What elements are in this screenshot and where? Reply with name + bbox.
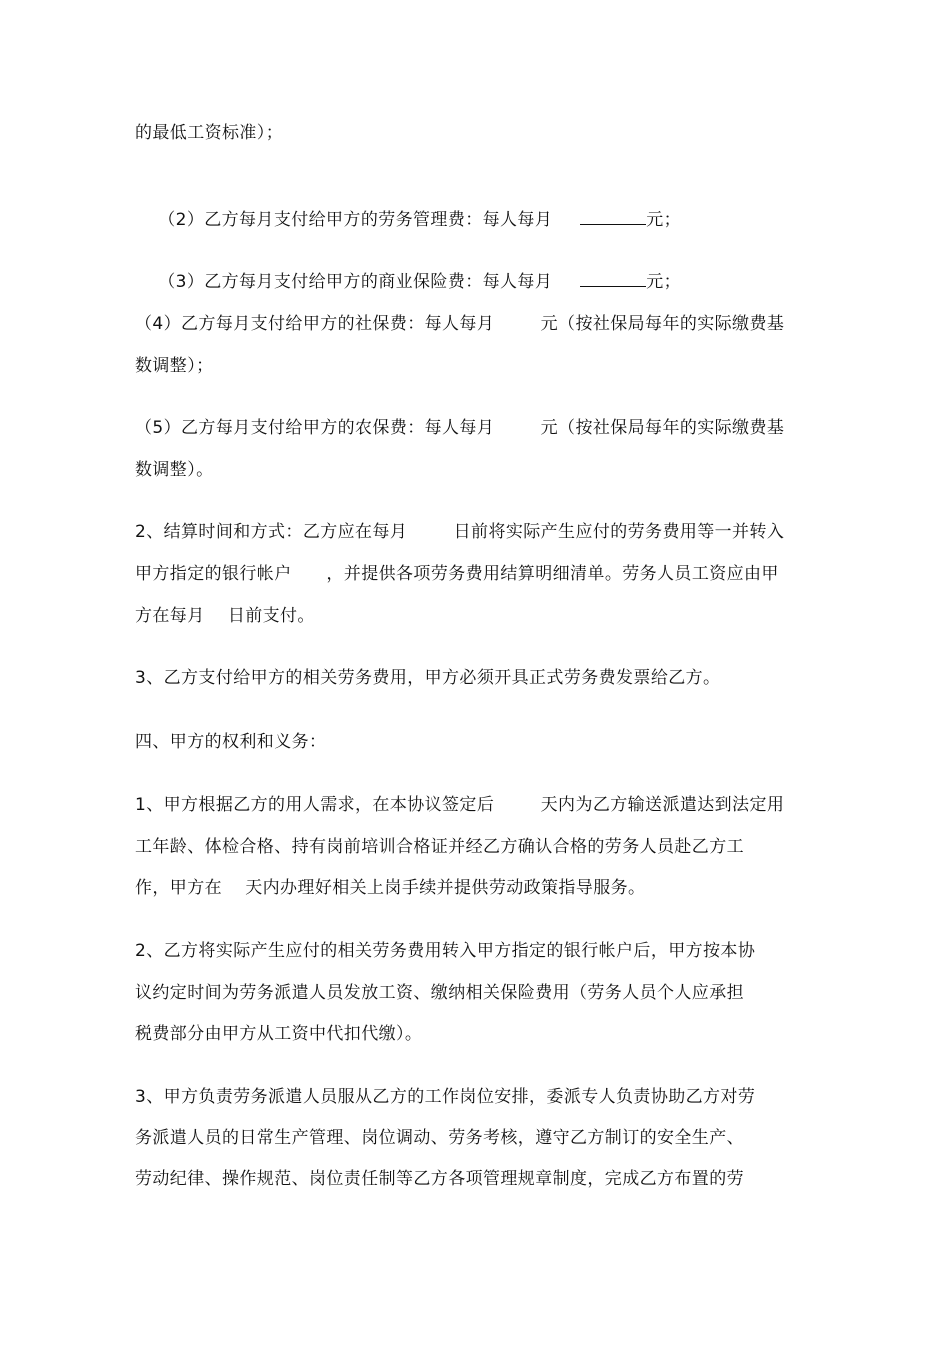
- clause-text: （3）乙方每月支付给甲方的商业保险费：每人每月: [158, 272, 553, 292]
- section-heading: 四、甲方的权利和义务：: [135, 732, 327, 752]
- text-line: 作，甲方在 天内办理好相关上岗手续并提供劳动政策指导服务。: [135, 878, 646, 898]
- text-line: 甲方指定的银行帐户 ，并提供各项劳务费用结算明细清单。劳务人员工资应由甲: [135, 564, 779, 584]
- text-line: 数调整）。: [135, 460, 214, 480]
- text-line: 1、甲方根据乙方的用人需求，在本协议签定后 天内为乙方输送派遣达到法定用: [135, 795, 785, 815]
- text-line: 3、乙方支付给甲方的相关劳务费用，甲方必须开具正式劳务费发票给乙方。: [135, 668, 721, 688]
- text-line: 税费部分由甲方从工资中代扣代缴）。: [135, 1024, 423, 1044]
- text-line: 务派遣人员的日常生产管理、岗位调动、劳务考核，遵守乙方制订的安全生产、: [135, 1128, 744, 1148]
- text-line: 工年龄、体检合格、持有岗前培训合格证并经乙方确认合格的劳务人员赴乙方工: [135, 837, 744, 857]
- text-line: 议约定时间为劳务派遣人员发放工资、缴纳相关保险费用（劳务人员个人应承担: [135, 983, 744, 1003]
- text-line: 方在每月 日前支付。: [135, 606, 315, 626]
- text-line: （4）乙方每月支付给甲方的社保费：每人每月 元（按社保局每年的实际缴费基: [135, 314, 785, 334]
- text-line: 3、甲方负责劳务派遣人员服从乙方的工作岗位安排，委派专人负责协助乙方对劳: [135, 1087, 756, 1107]
- fill-in-blank: [580, 208, 646, 225]
- text-line: 2、乙方将实际产生应付的相关劳务费用转入甲方指定的银行帐户后，甲方按本协: [135, 941, 756, 961]
- text-line: [135, 186, 681, 253]
- text-line: 劳动纪律、操作规范、岗位责任制等乙方各项管理规章制度，完成乙方布置的劳: [135, 1169, 744, 1189]
- unit-text: 元；: [646, 272, 682, 292]
- text-line: （5）乙方每月支付给甲方的农保费：每人每月 元（按社保局每年的实际缴费基: [135, 418, 785, 438]
- unit-text: 元；: [646, 210, 682, 230]
- text-line: 数调整）；: [135, 356, 214, 376]
- clause-text: （2）乙方每月支付给甲方的劳务管理费：每人每月: [158, 210, 553, 230]
- text-line: 的最低工资标准）；: [135, 123, 284, 143]
- text-line: [135, 248, 681, 315]
- text-line: 2、结算时间和方式：乙方应在每月 日前将实际产生应付的劳务费用等一并转入: [135, 522, 785, 542]
- fill-in-blank: [580, 270, 646, 287]
